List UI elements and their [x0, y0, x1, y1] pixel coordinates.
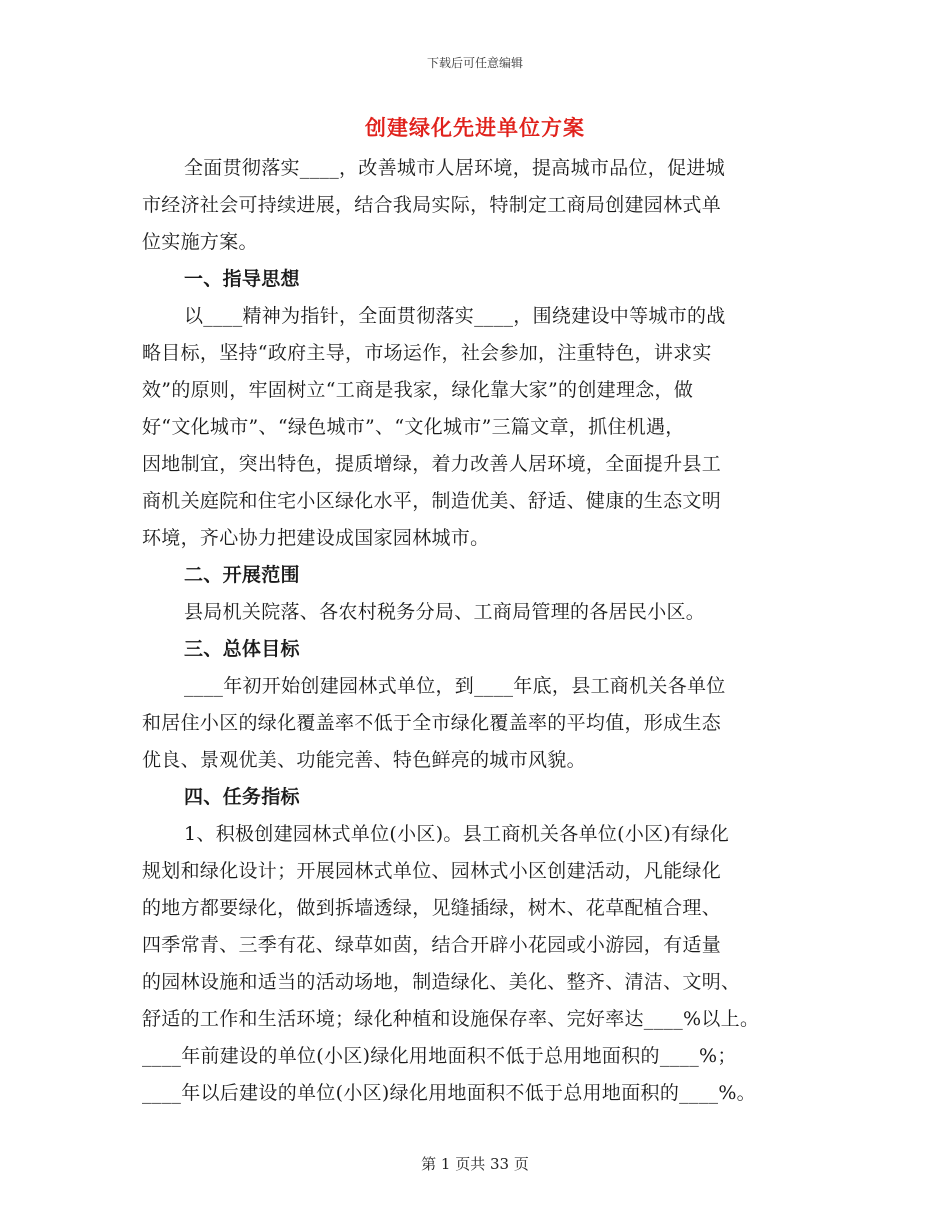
body-text-line: 的园林设施和适当的活动场地，制造绿化、美化、整齐、清洁、文明、 [142, 971, 741, 993]
body-text-line: 位实施方案。 [142, 231, 258, 253]
section-heading: 二、开展范围 [184, 564, 300, 586]
body-text-line: 全面贯彻落实____，改善城市人居环境，提高城市品位，促进城 [184, 157, 726, 179]
body-text-line: 县局机关院落、各农村税务分局、工商局管理的各居民小区。 [184, 601, 706, 623]
body-text-line: 环境，齐心协力把建设成国家园林城市。 [142, 527, 490, 549]
body-text-line: 和居住小区的绿化覆盖率不低于全市绿化覆盖率的平均值，形成生态 [142, 712, 722, 734]
body-text-line: 略目标，坚持“政府主导，市场运作，社会参加，注重特色，讲求实 [142, 342, 712, 364]
section-heading: 一、指导思想 [184, 268, 300, 290]
page-footer: 第 1 页共 33 页 [421, 1155, 529, 1173]
body-text-line: 规划和绿化设计；开展园林式单位、园林式小区创建活动，凡能绿化 [142, 860, 722, 882]
body-text-line: 四季常青、三季有花、绿草如茵，结合开辟小花园或小游园，有适量 [142, 934, 722, 956]
body-text-line: 以____精神为指针，全面贯彻落实____，围绕建设中等城市的战 [184, 305, 726, 327]
section-heading: 四、任务指标 [184, 786, 300, 808]
header-note: 下载后可任意编辑 [426, 56, 523, 70]
body-text-line: ____年前建设的单位(小区)绿化用地面积不低于总用地面积的____%； [142, 1045, 737, 1067]
section-heading: 三、总体目标 [184, 638, 300, 660]
body-text-line: 市经济社会可持续进展，结合我局实际，特制定工商局创建园林式单 [142, 194, 722, 216]
body-text-line: 舒适的工作和生活环境；绿化种植和设施保存率、完好率达____%以上。 [142, 1008, 760, 1030]
body-text-line: 1、积极创建园林式单位(小区)。县工商机关各单位(小区)有绿化 [184, 823, 730, 845]
body-text-line: ____年以后建设的单位(小区)绿化用地面积不低于总用地面积的____%。 [142, 1082, 756, 1104]
body-text-line: 效”的原则，牢固树立“工商是我家，绿化靠大家”的创建理念，做 [142, 379, 694, 401]
body-text-line: 商机关庭院和住宅小区绿化水平，制造优美、舒适、健康的生态文明 [142, 490, 722, 512]
body-text-line: ____年初开始创建园林式单位，到____年底，县工商机关各单位 [184, 675, 726, 697]
document-title: 创建绿化先进单位方案 [365, 115, 585, 140]
body-text-line: 因地制宜，突出特色，提质增绿，着力改善人居环境，全面提升县工 [142, 453, 722, 475]
body-text-line: 好“文化城市”、“绿色城市”、“文化城市”三篇文章，抓住机遇， [142, 416, 685, 438]
body-text-line: 优良、景观优美、功能完善、特色鲜亮的城市风貌。 [142, 749, 586, 771]
document-body [142, 150, 832, 1112]
body-text-line: 的地方都要绿化，做到拆墙透绿，见缝插绿，树木、花草配植合理、 [142, 897, 722, 919]
